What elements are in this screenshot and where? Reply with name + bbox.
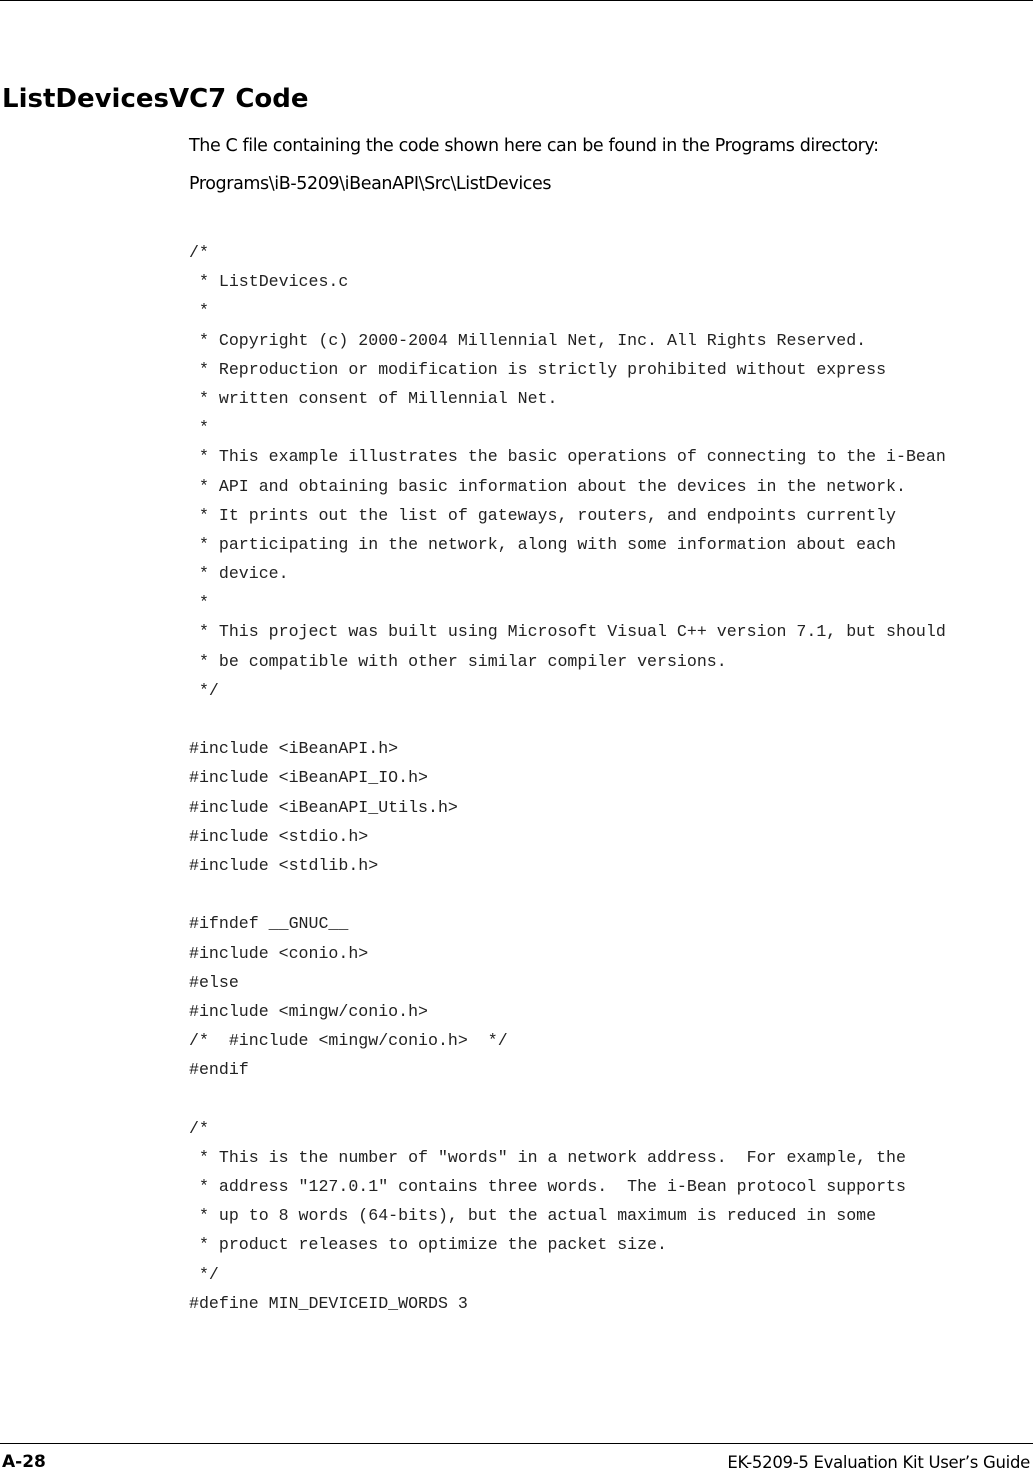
code-line: * participating in the network, along with some information about each [189, 534, 897, 554]
code-line: * This is the number of "words" in a network address. For example, the [189, 1147, 906, 1167]
code-line [189, 705, 946, 734]
code-line: * written consent of Millennial Net. [189, 388, 558, 408]
code-line: #define MIN_DEVICEID_WORDS 3 [189, 1293, 468, 1313]
code-line: * This project was built using Microsoft Visual C++ version 7.1, but should [189, 622, 946, 642]
code-line: * [189, 301, 209, 321]
bottom-rule [0, 1443, 1033, 1444]
code-line: #include <iBeanAPI_IO.h> [189, 768, 428, 788]
code-line: * This example illustrates the basic operations of connecting to the i-Bean [189, 447, 946, 467]
code-line: #include <conio.h> [189, 943, 369, 963]
code-line: * It prints out the list of gateways, routers, and endpoints currently [189, 505, 897, 525]
code-line [189, 880, 946, 909]
code-line: #ifndef __GNUC__ [189, 914, 349, 934]
code-line: * [189, 593, 209, 613]
code-line [189, 1084, 946, 1113]
code-line: #include <mingw/conio.h> [189, 1001, 428, 1021]
code-line: * device. [189, 564, 289, 584]
code-line: #include <stdio.h> [189, 826, 369, 846]
code-line: #else [189, 972, 239, 992]
code-line: * product releases to optimize the packet size. [189, 1235, 667, 1255]
code-line: */ [189, 680, 219, 700]
code-line: /* [189, 243, 209, 262]
code-line: /* #include <mingw/conio.h> */ [189, 1031, 508, 1051]
code-line: * up to 8 words (64-bits), but the actual maximum is reduced in some [189, 1206, 877, 1226]
directory-path: Programs\iB-5209\iBeanAPI\Src\ListDevices [189, 174, 552, 194]
code-line: /* [189, 1118, 209, 1138]
code-line: * [189, 418, 209, 438]
top-rule [0, 0, 1033, 1]
section-heading: ListDevicesVC7 Code [2, 84, 309, 114]
document-title: EK-5209-5 Evaluation Kit User’s Guide [727, 1453, 1030, 1472]
code-line: #include <iBeanAPI_Utils.h> [189, 797, 458, 817]
intro-text: The C file containing the code shown here can be found in the Programs directory: [189, 136, 879, 156]
code-line: * address "127.0.1" contains three words. The i-Bean protocol supports [189, 1177, 906, 1196]
code-line: * be compatible with other similar compiler versions. [189, 651, 727, 671]
code-line: * Copyright (c) 2000-2004 Millennial Net, Inc. All Rights Reserved. [189, 330, 867, 350]
code-line: #include <iBeanAPI.h> [189, 739, 399, 759]
code-line: * Reproduction or modification is strictly prohibited without express [189, 359, 887, 379]
code-line: */ [189, 1264, 219, 1284]
code-line: #include <stdlib.h> [189, 855, 379, 875]
code-line: #endif [189, 1060, 249, 1080]
code-line: * ListDevices.c [189, 272, 349, 292]
page-number: A-28 [2, 1452, 46, 1472]
code-line: * API and obtaining basic information about the devices in the network. [189, 476, 906, 496]
code-listing [189, 238, 946, 1318]
